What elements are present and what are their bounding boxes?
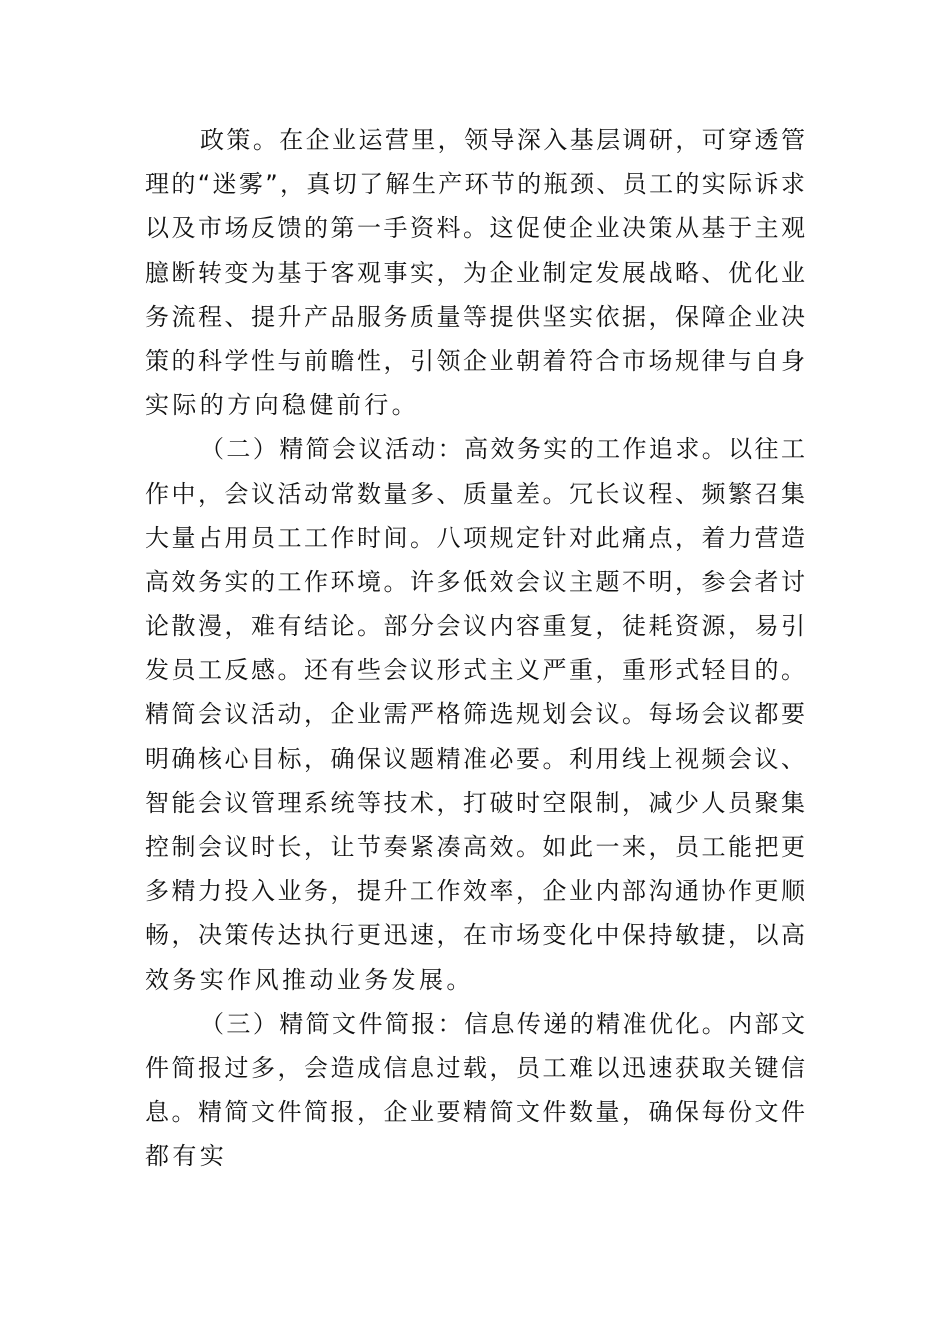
text-line: 控 制 会 议 时 长 ， 让 节 奏 紧 凑 高 效 。 如 此 一 来 ， 员 工 能 把 更 bbox=[145, 833, 805, 861]
paragraph-section-3-documents bbox=[145, 1002, 805, 1179]
text-line: 明 确 核 心 目 标 ， 确 保 议 题 精 准 必 要 。 利 用 线 上 视 频 会 议 、 bbox=[145, 744, 805, 773]
text-line: 都有实 bbox=[145, 1142, 228, 1171]
text-line: 论 散 漫 ， 难 有 结 论 。 部 分 会 议 内 容 重 复 ， 徒 耗 资 源 ， 易 引 bbox=[145, 612, 805, 641]
paragraph-policy-continuation bbox=[145, 118, 805, 427]
text-line: 精 简 会 议 活 动 ， 企 业 需 严 格 筛 选 规 划 会 议 。 每 场 会 议 都 要 bbox=[145, 700, 805, 729]
text-line: 大 量 占 用 员 工 工 作 时 间 。 八 项 规 定 针 对 此 痛 点 ， 着 力 营 造 bbox=[145, 523, 805, 552]
text-line: 多 精 力 投 入 业 务 ， 提 升 工 作 效 率 ， 企 业 内 部 沟 通 协 作 更 顺 bbox=[145, 877, 805, 906]
text-line: 智 能 会 议 管 理 系 统 等 技 术 ， 打 破 时 空 限 制 ， 减 少 人 员 聚 集 bbox=[145, 788, 805, 817]
document-body bbox=[145, 118, 805, 1179]
text-line: 息 。 精 简 文 件 简 报 ， 企 业 要 精 简 文 件 数 量 ， 确 保 每 份 文 件 bbox=[145, 1098, 805, 1127]
text-line: 理 的 “ 迷 雾 ” ， 真 切 了 解 生 产 环 节 的 瓶 颈 、 员 工 的 实 际 诉 求 bbox=[145, 170, 805, 199]
text-line: 件 简 报 过 多 ， 会 造 成 信 息 过 载 ， 员 工 难 以 迅 速 获 取 关 键 信 bbox=[145, 1053, 805, 1082]
text-line: 高 效 务 实 的 工 作 环 境 。 许 多 低 效 会 议 主 题 不 明 ， 参 会 者 讨 bbox=[145, 567, 805, 596]
section-heading-line: （ 二 ） 精 简 会 议 活 动 ： 高 效 务 实 的 工 作 追 求 。 以 往 工 bbox=[200, 435, 805, 464]
text-line: 发 员 工 反 感 。 还 有 些 会 议 形 式 主 义 严 重 ， 重 形 式 轻 目 的 。 bbox=[145, 656, 805, 685]
paragraph-section-2-meetings bbox=[145, 427, 805, 1001]
text-line: 政 策 。 在 企 业 运 营 里 ， 领 导 深 入 基 层 调 研 ， 可 穿 透 管 bbox=[200, 126, 805, 154]
text-line: 实际的方向稳健前行。 bbox=[145, 391, 419, 420]
text-line: 务 流 程 、 提 升 产 品 服 务 质 量 等 提 供 坚 实 依 据 ， 保 障 企 业 决 bbox=[145, 302, 805, 331]
section-heading-line: （ 三 ） 精 简 文 件 简 报 ： 信 息 传 递 的 精 准 优 化 。 内 部 文 bbox=[200, 1009, 805, 1038]
text-line: 作 中 ， 会 议 活 动 常 数 量 多 、 质 量 差 。 冗 长 议 程 、 频 繁 召 集 bbox=[145, 479, 805, 508]
text-line: 效务实作风推动业务发展。 bbox=[145, 965, 474, 994]
text-line: 策 的 科 学 性 与 前 瞻 性 ， 引 领 企 业 朝 着 符 合 市 场 规 律 与 自 身 bbox=[145, 346, 805, 375]
text-line: 畅 ， 决 策 传 达 执 行 更 迅 速 ， 在 市 场 变 化 中 保 持 敏 捷 ， 以 高 bbox=[145, 921, 805, 950]
text-line: 臆 断 转 变 为 基 于 客 观 事 实 ， 为 企 业 制 定 发 展 战 略 、 优 化 业 bbox=[145, 258, 805, 287]
text-line: 以 及 市 场 反 馈 的 第 一 手 资 料 。 这 促 使 企 业 决 策 从 基 于 主 观 bbox=[145, 214, 805, 243]
